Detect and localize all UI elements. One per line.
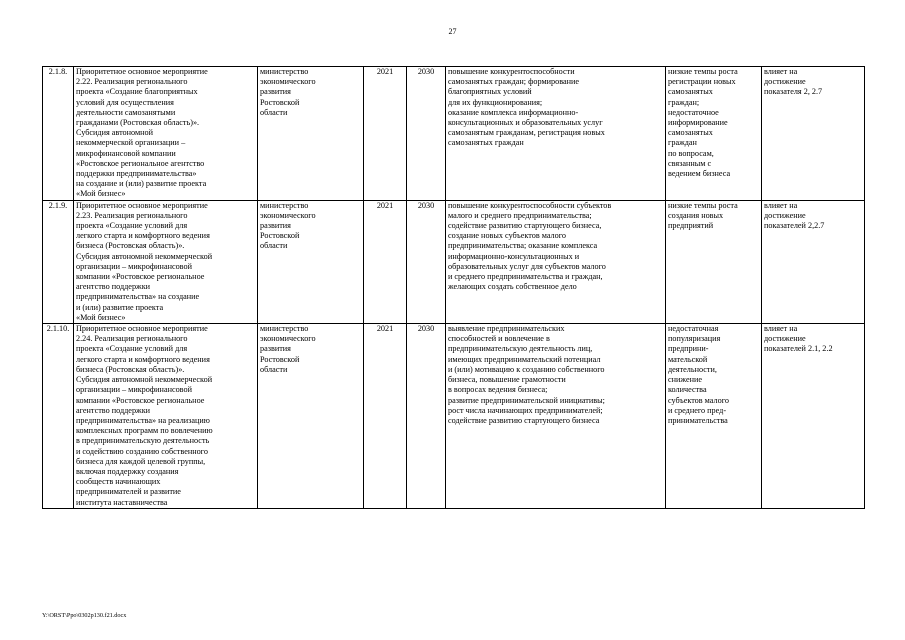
cell-text-line: образовательных услуг для субъектов малого	[448, 261, 606, 271]
cell-text-line: снижение	[668, 375, 702, 385]
cell-text-line: министерство	[260, 324, 309, 334]
cell-text-line: ведением бизнеса	[668, 169, 731, 179]
cell-text-line: достижение	[764, 210, 806, 220]
cell-text-line: желающих создать собственное дело	[448, 282, 577, 292]
cell-text-line: и (или) развитие проекта	[76, 302, 164, 312]
cell-text-line: 2.23. Реализация регионального	[76, 210, 188, 220]
cell-text-line: развития	[260, 221, 291, 231]
end-year-cell: 2030	[407, 200, 446, 323]
cell-text-line: Приоритетное основное мероприятие	[76, 200, 208, 210]
cell-text-line: предпринимательства» на реализацию	[76, 415, 210, 425]
cell-text-line: принимательства	[668, 415, 728, 425]
cell-text-line: предпринимательства; оказание комплекса	[448, 241, 598, 251]
cell-text-line: достижение	[764, 77, 806, 87]
cell-text-line: развитие предпринимательской инициативы;	[448, 395, 605, 405]
cell-text-line: в вопросах ведения бизнеса;	[448, 385, 548, 395]
cell-text-line: предприятий	[668, 221, 714, 231]
expected-result-cell	[446, 324, 666, 509]
non-implementation-consequences-cell	[666, 324, 762, 509]
cell-text-line: проекта «Создание благоприятных	[76, 87, 198, 97]
cell-text-line: влияет на	[764, 67, 798, 76]
cell-text-line: самозанятым гражданам, регистрация новых	[448, 128, 605, 138]
cell-text-line: области	[260, 107, 288, 117]
table-row	[43, 200, 865, 323]
cell-text-line: мательской	[668, 354, 708, 364]
cell-text-line: комплексных программ по вовлечению	[76, 426, 213, 436]
cell-text-line: бизнеса, повышение грамотности	[448, 375, 566, 385]
event-name-cell	[74, 67, 258, 201]
cell-text-line: условий для осуществления	[76, 97, 174, 107]
row-number: 2.1.9.	[43, 200, 74, 323]
executor-cell	[258, 67, 364, 201]
cell-text-line: содействие развитию стартующего бизнеса,	[448, 221, 602, 231]
non-implementation-consequences-cell	[666, 200, 762, 323]
cell-text-line: Субсидия автономной некоммерческой	[76, 375, 213, 385]
row-number: 2.1.8.	[43, 67, 74, 201]
cell-text-line: самозанятых граждан	[448, 138, 524, 148]
cell-text-line: предпринимателей и развитие	[76, 487, 181, 497]
cell-text-line: самозанятых	[668, 128, 713, 138]
cell-text-line: проекта «Создание условий для	[76, 221, 188, 231]
cell-text-line: организации – микрофинансовой	[76, 385, 192, 395]
cell-text-line: развития	[260, 344, 291, 354]
row-number: 2.1.10.	[43, 324, 74, 509]
cell-text-line: «Мой бизнес»	[76, 189, 126, 199]
cell-text-line: министерство	[260, 67, 309, 76]
cell-text-line: Субсидия автономной	[76, 128, 154, 138]
cell-text-line: экономического	[260, 77, 316, 87]
indicator-link-cell	[762, 67, 865, 201]
cell-text-line: низкие темпы роста	[668, 67, 738, 76]
cell-text-line: повышение конкурентоспособности	[448, 67, 575, 76]
indicator-link-cell	[762, 324, 865, 509]
file-path-footer: Y:\ORST\Ppo\0302p130.f21.docx	[42, 612, 127, 619]
cell-text-line: количества	[668, 385, 707, 395]
cell-text-line: связанным с	[668, 158, 712, 168]
cell-text-line: компании «Ростовское региональное	[76, 272, 205, 282]
cell-text-line: субъектов малого	[668, 395, 729, 405]
cell-text-line: «Ростовское региональное агентство	[76, 158, 205, 168]
cell-text-line: «Мой бизнес»	[76, 312, 126, 322]
cell-text-line: влияет на	[764, 324, 798, 334]
cell-text-line: Приоритетное основное мероприятие	[76, 67, 208, 76]
cell-text-line: бизнеса (Ростовская область)».	[76, 364, 185, 374]
cell-text-line: достижение	[764, 334, 806, 344]
cell-text-line: предпринимательства» на создание	[76, 292, 200, 302]
cell-text-line: информирование	[668, 118, 728, 128]
cell-text-line: легкого старта и комфортного ведения	[76, 354, 210, 364]
cell-text-line: способностей и вовлечение в	[448, 334, 550, 344]
cell-text-line: граждан;	[668, 97, 700, 107]
cell-text-line: и среднего предпринимательства и граждан,	[448, 272, 603, 282]
cell-text-line: развития	[260, 87, 291, 97]
end-year-cell: 2030	[407, 324, 446, 509]
expected-result-cell	[446, 200, 666, 323]
cell-text-line: компании «Ростовское региональное	[76, 395, 205, 405]
cell-text-line: проекта «Создание условий для	[76, 344, 188, 354]
cell-text-line: организации – микрофинансовой	[76, 261, 192, 271]
cell-text-line: для их функционирования;	[448, 97, 543, 107]
cell-text-line: экономического	[260, 210, 316, 220]
cell-text-line: деятельности,	[668, 364, 717, 374]
cell-text-line: в предпринимательскую деятельность	[76, 436, 210, 446]
cell-text-line: 2.22. Реализация регионального	[76, 77, 188, 87]
cell-text-line: агентство поддержки	[76, 282, 151, 292]
cell-text-line: влияет на	[764, 200, 798, 210]
cell-text-line: института наставничества	[76, 497, 168, 507]
start-year-cell: 2021	[364, 200, 407, 323]
cell-text-line: недостаточное	[668, 107, 719, 117]
cell-text-line: министерство	[260, 200, 309, 210]
cell-text-line: консультационных и образовательных услуг	[448, 118, 603, 128]
cell-text-line: создание новых субъектов малого	[448, 231, 566, 241]
cell-text-line: низкие темпы роста	[668, 200, 738, 210]
cell-text-line: Ростовской	[260, 97, 300, 107]
cell-text-line: некоммерческой организации –	[76, 138, 186, 148]
cell-text-line: самозанятых граждан; формирование	[448, 77, 580, 87]
cell-text-line: легкого старта и комфортного ведения	[76, 231, 210, 241]
cell-text-line: агентство поддержки	[76, 405, 151, 415]
table-row	[43, 67, 865, 201]
cell-text-line: сообществ начинающих	[76, 477, 161, 487]
cell-text-line: популяризация	[668, 334, 721, 344]
executor-cell	[258, 200, 364, 323]
cell-text-line: микрофинансовой компании	[76, 148, 176, 158]
cell-text-line: создания новых	[668, 210, 724, 220]
cell-text-line: предпринимательскую деятельность лиц,	[448, 344, 593, 354]
table-row	[43, 324, 865, 509]
cell-text-line: поддержки предпринимательства»	[76, 169, 197, 179]
start-year-cell: 2021	[364, 324, 407, 509]
cell-text-line: по вопросам,	[668, 148, 714, 158]
cell-text-line: Приоритетное основное мероприятие	[76, 324, 208, 334]
cell-text-line: предприни-	[668, 344, 709, 354]
end-year-cell: 2030	[407, 67, 446, 201]
start-year-cell: 2021	[364, 67, 407, 201]
indicator-link-cell	[762, 200, 865, 323]
cell-text-line: регистрации новых	[668, 77, 736, 87]
measures-table	[42, 66, 865, 509]
cell-text-line: повышение конкурентоспособности субъектов	[448, 200, 612, 210]
cell-text-line: Ростовской	[260, 231, 300, 241]
cell-text-line: и среднего пред-	[668, 405, 727, 415]
cell-text-line: бизнеса для каждой целевой группы,	[76, 456, 206, 466]
cell-text-line: Субсидия автономной некоммерческой	[76, 251, 213, 261]
cell-text-line: показателей 2.1, 2.2	[764, 344, 833, 354]
cell-text-line: и (или) мотивацию к созданию собственного	[448, 364, 605, 374]
cell-text-line: Ростовской	[260, 354, 300, 364]
expected-result-cell	[446, 67, 666, 201]
executor-cell	[258, 324, 364, 509]
cell-text-line: малого и среднего предпринимательства;	[448, 210, 592, 220]
cell-text-line: показателя 2, 2.7	[764, 87, 823, 97]
cell-text-line: и содействию созданию собственного	[76, 446, 208, 456]
cell-text-line: включая поддержку создания	[76, 466, 179, 476]
cell-text-line: экономического	[260, 334, 316, 344]
cell-text-line: выявление предпринимательских	[448, 324, 565, 334]
cell-text-line: информационно-консультационных и	[448, 251, 580, 261]
cell-text-line: области	[260, 364, 288, 374]
cell-text-line: 2.24. Реализация регионального	[76, 334, 188, 344]
cell-text-line: оказание комплекса информационно-	[448, 107, 579, 117]
event-name-cell	[74, 324, 258, 509]
cell-text-line: гражданами (Ростовская область)».	[76, 118, 200, 128]
cell-text-line: содействие развитию стартующего бизнеса	[448, 415, 600, 425]
page-number: 27	[448, 27, 457, 36]
cell-text-line: благоприятных условий	[448, 87, 532, 97]
cell-text-line: граждан	[668, 138, 697, 148]
cell-text-line: имеющих предпринимательский потенциал	[448, 354, 601, 364]
cell-text-line: самозанятых	[668, 87, 713, 97]
cell-text-line: показателей 2,2.7	[764, 221, 825, 231]
cell-text-line: бизнеса (Ростовская область)».	[76, 241, 185, 251]
non-implementation-consequences-cell	[666, 67, 762, 201]
event-name-cell	[74, 200, 258, 323]
cell-text-line: рост числа начинающих предпринимателей;	[448, 405, 603, 415]
cell-text-line: деятельности самозанятыми	[76, 107, 176, 117]
cell-text-line: области	[260, 241, 288, 251]
cell-text-line: недостаточная	[668, 324, 719, 334]
cell-text-line: на создание и (или) развитие проекта	[76, 179, 207, 189]
